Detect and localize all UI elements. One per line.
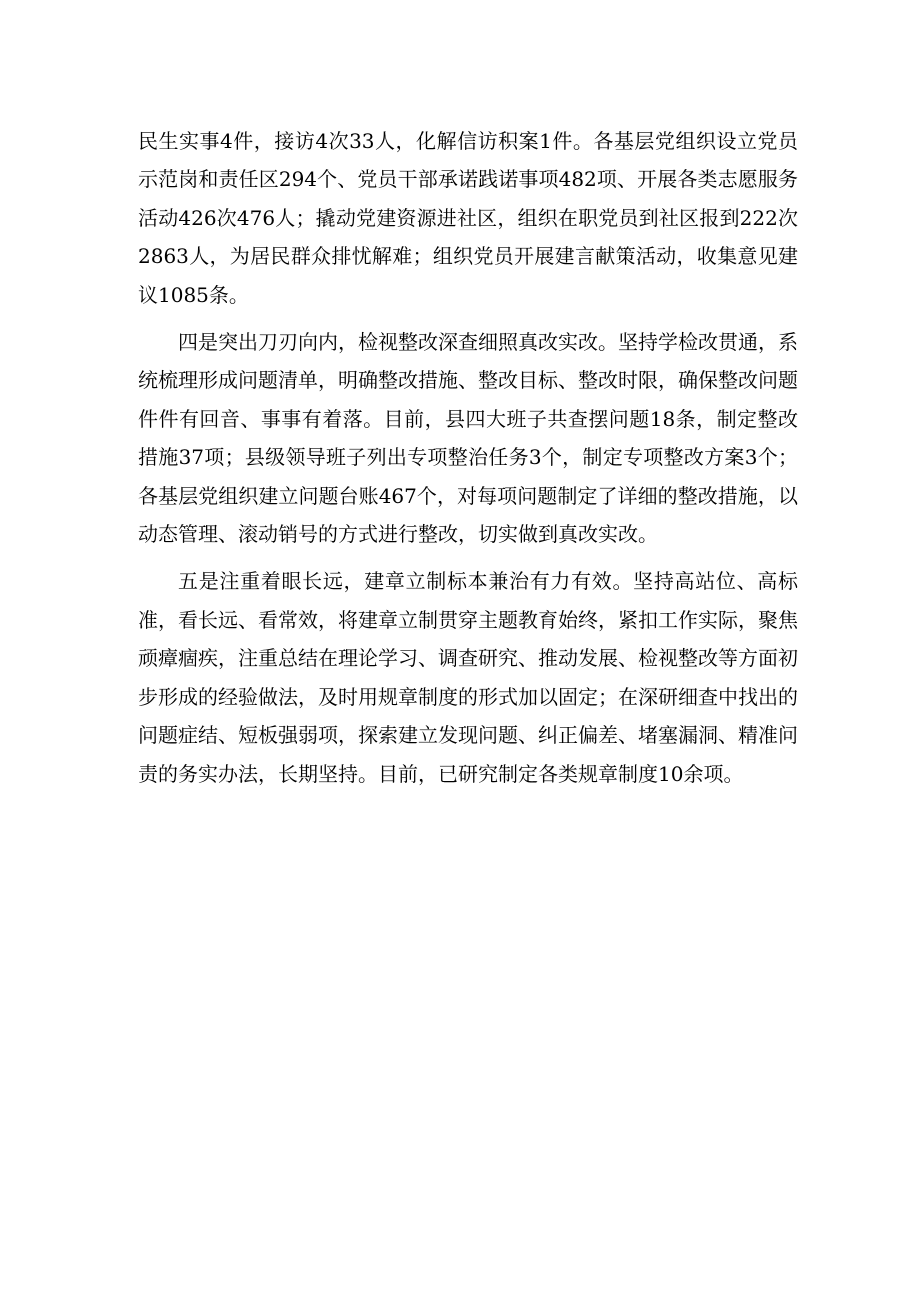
document-body bbox=[138, 122, 798, 802]
paragraph-institution-building: 五是注重着眼长远，建章立制标本兼治有力有效。坚持高站位、高标准，看长远、看常效，将建章立制贯穿主题教育始终，紧扣工作实际，聚焦顽瘴痼疾，注重总结在理论学习、调查研究、推动发展、检视整改等方面初步形成的经验做法，及时用规章制度的形式加以固定；在深研细查中找出的问题症结、短板强弱项，探索建立发现问题、纠正偏差、堵塞漏洞、精准问责的务实办法，长期坚持。目前，已研究制定各类规章制度10余项。 bbox=[138, 569, 798, 786]
paragraph-continuation: 民生实事4件，接访4次33人，化解信访积案1件。各基层党组织设立党员示范岗和责任区294个、党员干部承诺践诺事项482项、开展各类志愿服务活动426次476人；撬动党建资源进社区，组织在职党员到社区报到222次2863人，为居民群众排忧解难；组织党员开展建言献策活动，收集意见建议1085条。 bbox=[138, 129, 798, 307]
paragraph-rectification: 四是突出刀刃向内，检视整改深查细照真改实改。坚持学检改贯通，系统梳理形成问题清单，明确整改措施、整改目标、整改时限，确保整改问题件件有回音、事事有着落。目前，县四大班子共查摆问题18条，制定整改措施37项；县级领导班子列出专项整治任务3个，制定专项整改方案3个；各基层党组织建立问题台账467个，对每项问题制定了详细的整改措施，以动态管理、滚动销号的方式进行整改，切实做到真改实改。 bbox=[138, 330, 798, 547]
